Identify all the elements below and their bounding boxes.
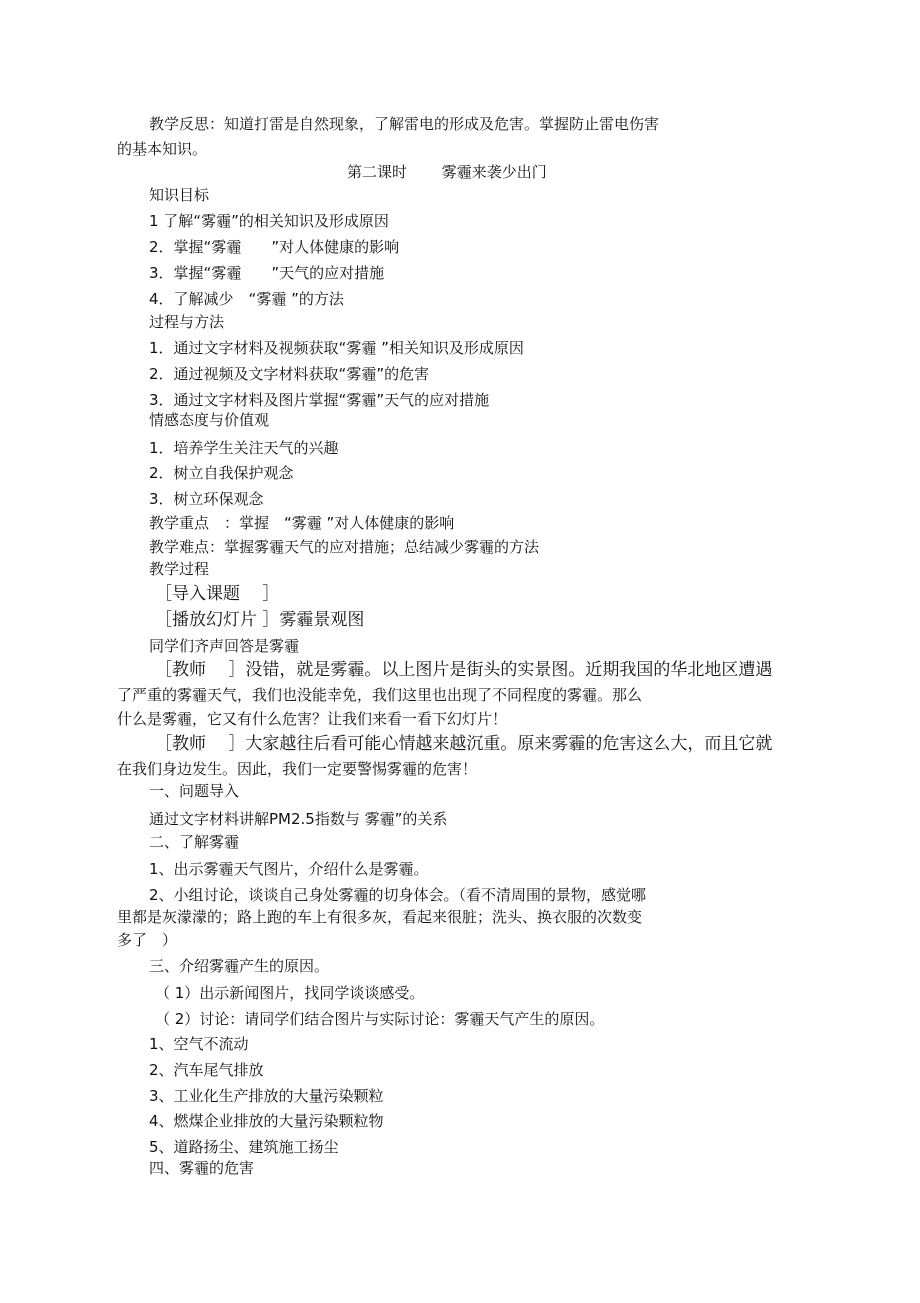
cause-item: 4、燃煤企业排放的大量污染颗粒物 bbox=[149, 1112, 384, 1130]
section-heading: 二、了解雾霾 bbox=[149, 833, 240, 851]
section-item: 1、出示雾霾天气图片，介绍什么是雾霾。 bbox=[149, 860, 429, 878]
cause-item: 2、汽车尾气排放 bbox=[149, 1061, 264, 1079]
section-text: 通过文字材料讲解PM2.5指数与 雾霾”的关系 bbox=[149, 810, 448, 828]
cause-item: 3、工业化生产排放的大量污染颗粒 bbox=[149, 1087, 384, 1105]
emotion-item: 1．培养学生关注天气的兴趣 bbox=[149, 439, 339, 457]
key-point: 教学重点 ：掌握 “雾霾 ”对人体健康的影响 bbox=[149, 514, 455, 532]
knowledge-heading: 知识目标 bbox=[149, 186, 210, 204]
reflection-line-2: 的基本知识。 bbox=[117, 140, 208, 158]
slides-tag: ［播放幻灯片 ］雾霾景观图 bbox=[155, 610, 365, 630]
teaching-process-heading: 教学过程 bbox=[149, 560, 210, 578]
process-item: 3．通过文字材料及图片掌握“雾霾”天气的应对措施 bbox=[149, 391, 490, 409]
section-subitem: （ 1）出示新闻图片，找同学谈谈感受。 bbox=[155, 984, 425, 1002]
knowledge-item: 2．掌握“雾霾 ”对人体健康的影响 bbox=[149, 238, 400, 256]
cause-item: 1、空气不流动 bbox=[149, 1035, 249, 1053]
section-subitem: （ 2）讨论：请同学们结合图片与实际讨论：雾霾天气产生的原因。 bbox=[155, 1010, 605, 1028]
reflection-line-1: 教学反思：知道打雷是自然现象，了解雷电的形成及危害。掌握防止雷电伤害 bbox=[149, 115, 660, 133]
knowledge-item: 1 了解“雾霾”的相关知识及形成原因 bbox=[149, 212, 389, 230]
emotion-item: 2．树立自我保护观念 bbox=[149, 464, 294, 482]
emotion-item: 3．树立环保观念 bbox=[149, 490, 264, 508]
section-item-cont: 里都是灰濛濛的；路上跑的车上有很多灰，看起来很脏；洗头、换衣服的次数变 bbox=[117, 908, 643, 926]
teacher-paragraph-2: ［教师 ］大家越往后看可能心情越来越沉重。原来雾霾的危害这么大，而且它就 bbox=[155, 734, 773, 754]
process-heading: 过程与方法 bbox=[149, 313, 225, 331]
knowledge-item: 3．掌握“雾霾 ”天气的应对措施 bbox=[149, 264, 385, 282]
teacher-paragraph-1: ［教师 ］没错，就是雾霾。以上图片是街头的实景图。近期我国的华北地区遭遇 bbox=[155, 660, 773, 680]
difficulty: 教学难点：掌握雾霾天气的应对措施；总结减少雾霾的方法 bbox=[149, 538, 540, 556]
teacher-paragraph-1-cont: 什么是雾霾，它又有什么危害？让我们来看一看下幻灯片！ bbox=[117, 710, 508, 728]
teacher-paragraph-1-cont: 了严重的雾霾天气，我们也没能幸免，我们这里也出现了不同程度的雾霾。那么 bbox=[117, 686, 643, 704]
section-heading: 三、介绍雾霾产生的原因。 bbox=[149, 957, 330, 975]
section-heading: 四、雾霾的危害 bbox=[149, 1159, 255, 1177]
section-item: 2、小组讨论，谈谈自己身处雾霾的切身体会。（看不清周围的景物，感觉哪 bbox=[149, 886, 647, 904]
answer-line: 同学们齐声回答是雾霾 bbox=[149, 637, 300, 655]
process-item: 1．通过文字材料及视频获取“雾霾 ”相关知识及形成原因 bbox=[149, 339, 524, 357]
emotion-heading: 情感态度与价值观 bbox=[149, 411, 270, 429]
teacher-paragraph-2-cont: 在我们身边发生。因此，我们一定要警惕雾霾的危害！ bbox=[117, 760, 478, 778]
process-item: 2．通过视频及文字材料获取“雾霾”的危害 bbox=[149, 365, 430, 383]
knowledge-item: 4．了解减少 “雾霾 ”的方法 bbox=[149, 290, 344, 308]
intro-tag: ［导入课题 ］ bbox=[155, 584, 280, 604]
lesson-title: 第二课时 雾霾来袭少出门 bbox=[347, 163, 547, 181]
cause-item: 5、道路扬尘、建筑施工扬尘 bbox=[149, 1138, 339, 1156]
section-item-cont: 多了 ） bbox=[117, 931, 178, 949]
section-heading: 一、问题导入 bbox=[149, 782, 240, 800]
